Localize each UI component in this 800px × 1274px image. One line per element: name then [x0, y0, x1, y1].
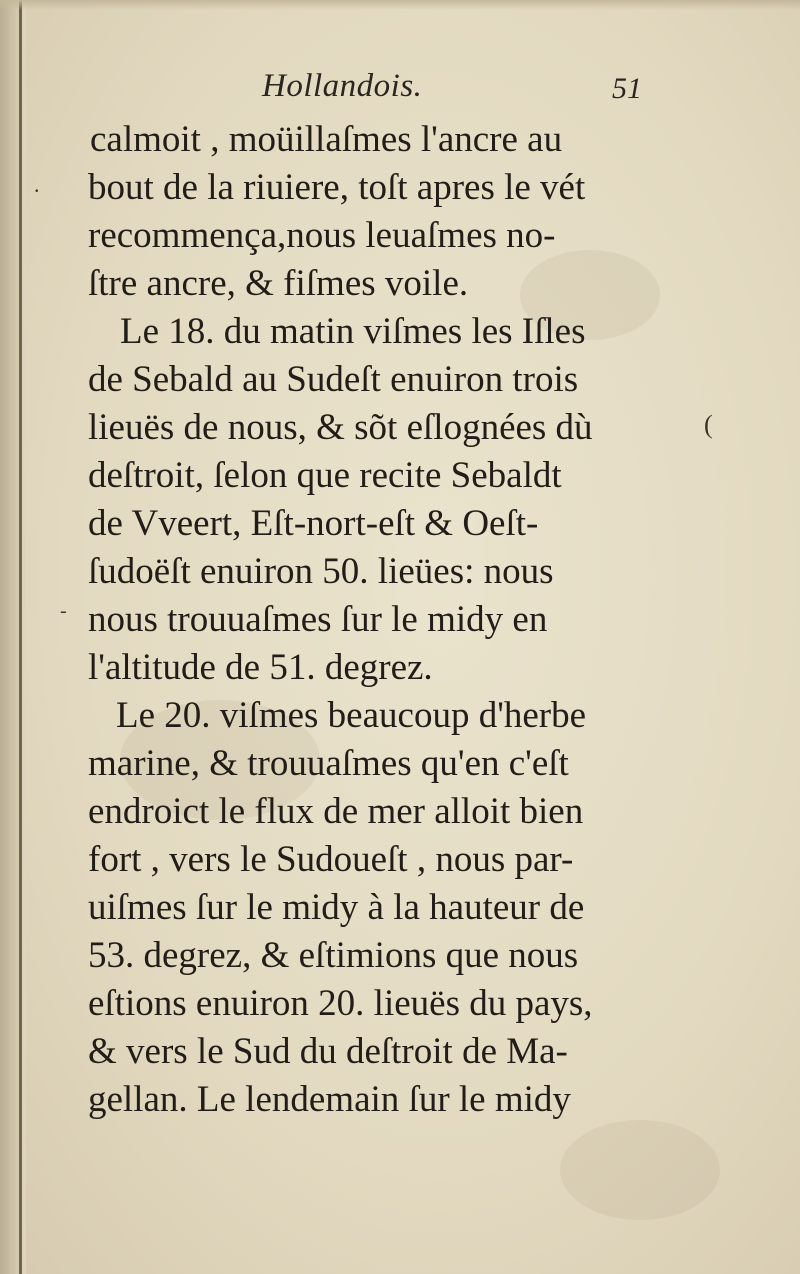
- text-line: bout de la riuiere, toſt apres le vét: [88, 167, 586, 208]
- paper-stain: [560, 1120, 720, 1220]
- text-line: deſtroit, ſelon que recite Sebaldt: [88, 455, 562, 496]
- text-line: de Vveert, Eſt-nort-eſt & Oeſt-: [88, 503, 539, 544]
- text-line: gellan. Le lendemain ſur le midy: [88, 1079, 571, 1120]
- page-number: 51: [612, 72, 642, 105]
- text-line: marine, & trouuaſmes qu'en c'eſt: [88, 743, 569, 784]
- text-line: uiſmes ſur le midy à la hauteur de: [88, 887, 585, 928]
- text-line: fort , vers le Sudoueſt , nous par-: [88, 839, 574, 880]
- text-line: recommença,nous leuaſmes no-: [88, 215, 556, 256]
- text-line: endroict le flux de mer alloit bien: [88, 791, 584, 832]
- text-line: l'altitude de 51. degrez.: [88, 647, 433, 688]
- text-line: Le 18. du matin viſmes les Iſles: [120, 311, 586, 352]
- binding-line: [19, 0, 22, 1274]
- ink-mark: (: [704, 410, 713, 439]
- page-header: [0, 68, 800, 112]
- text-line: eſtions enuiron 20. lieuës du pays,: [88, 983, 593, 1024]
- text-line: Le 20. viſmes beaucoup d'herbe: [116, 695, 587, 736]
- page-top-edge: [0, 0, 800, 10]
- text-line: ſtre ancre, & fiſmes voile.: [88, 263, 469, 304]
- binding-gutter: [0, 0, 26, 1274]
- text-line: de Sebald au Sudeſt enuiron trois: [88, 359, 579, 400]
- text-line: nous trouuaſmes ſur le midy en: [88, 599, 548, 640]
- running-head: Hollandois.: [262, 68, 423, 104]
- text-line: ſudoëſt enuiron 50. lieües: nous: [88, 551, 554, 592]
- text-line: & vers le Sud du deſtroit de Ma-: [88, 1031, 568, 1072]
- ink-mark: -: [60, 600, 67, 622]
- text-line: calmoit , moüillaſmes l'ancre au: [90, 119, 563, 160]
- text-line: 53. degrez, & eſtimions que nous: [88, 935, 579, 976]
- text-line: lieuës de nous, & sõt eſlognées dù: [88, 407, 593, 448]
- ink-mark: .: [34, 172, 40, 197]
